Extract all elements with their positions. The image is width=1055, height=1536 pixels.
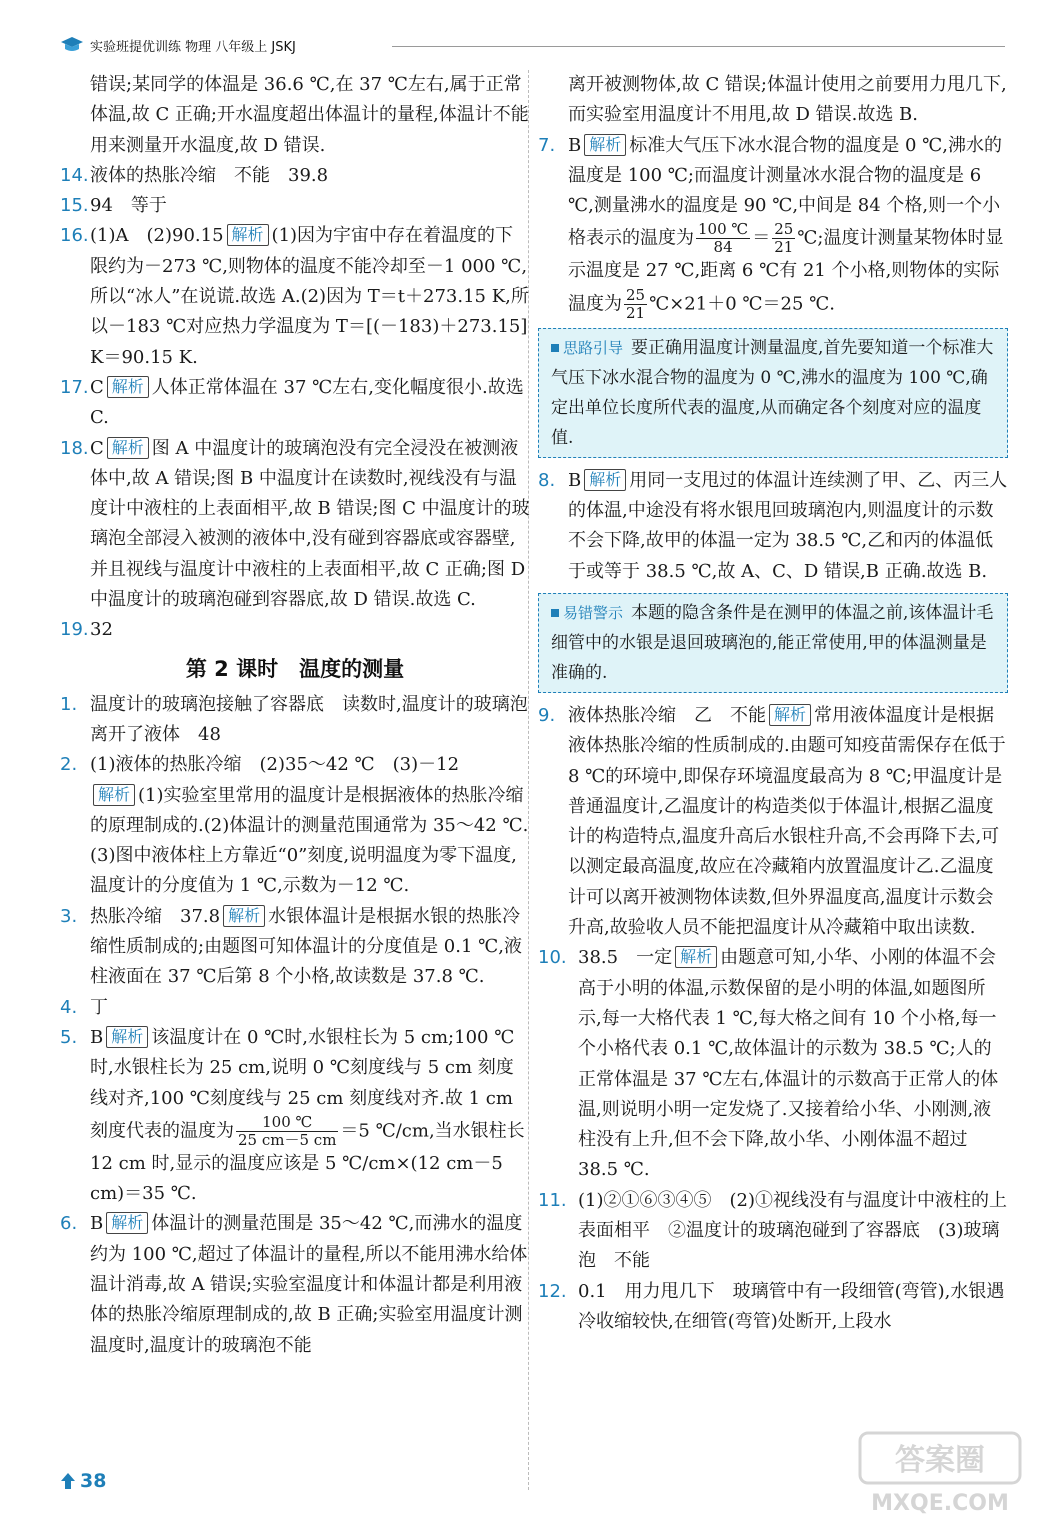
analysis-text: 人体正常体温在 37 ℃左右,变化幅度很小.故选 C. [90, 376, 524, 429]
item-number: 16. [60, 225, 89, 247]
answer-text: (1)液体的热胀冷缩 (2)35～42 ℃ (3)－12 [90, 754, 460, 776]
answer-5 [60, 1023, 530, 1209]
item-number: 4. [60, 996, 78, 1018]
answer-16 [60, 221, 530, 372]
answer-11 [538, 1186, 1008, 1277]
answer-9 [538, 701, 1008, 943]
item-number: 3. [60, 905, 78, 927]
answer-19 [60, 615, 530, 645]
analysis-tag: 解析 [107, 437, 149, 459]
answer-text: (1)A (2)90.15 [90, 225, 224, 247]
item-number: 8. [538, 469, 556, 491]
answer-8 [538, 466, 1008, 587]
answer-15 [60, 191, 530, 221]
watermark-logo [855, 1428, 1025, 1518]
answer-text: B [90, 1026, 104, 1048]
analysis-tag: 解析 [584, 134, 626, 156]
answer-6 [60, 1209, 530, 1360]
item-number: 5. [60, 1026, 78, 1048]
square-bullet-icon [551, 344, 559, 352]
analysis-tag: 解析 [584, 469, 626, 491]
answer-text: 丁 [90, 996, 108, 1018]
analysis-text: 常用液体温度计是根据液体热胀冷缩的性质制成的.由题可知疫苗需保存在低于 8 ℃的环境中,即保存环境温度最高为 8 ℃;甲温度计是普通温度计,乙温度计的构造类似于体温计,根据乙温度计的构造特点,温度升高后水银柱升高,不会再降下去,可以测定最高温度,故应在冷藏箱内放置温度计乙.乙温度计可以离开被测物体读数,但外界温度高,温度计示数会升高,故验收人员不能把温度计从冷藏箱中取出读数. [568, 704, 1006, 939]
item-number: 2. [60, 754, 78, 776]
answer-text: B [568, 469, 582, 491]
analysis-tag: 解析 [106, 1212, 148, 1234]
analysis-text: 水银体温计是根据水银的热胀冷缩性质制成的;由题图可知体温计的分度值是 0.1 ℃,液柱液面在 37 ℃后第 8 个小格,故读数是 37.8 ℃. [90, 905, 522, 988]
page-header [60, 34, 1005, 58]
answer-4 [60, 993, 530, 1023]
answer-text: 液体热胀冷缩 乙 不能 [568, 704, 766, 726]
answer-18 [60, 434, 530, 616]
analysis-text: (1)实验室里常用的温度计是根据液体的热胀冷缩的原理制成的.(2)体温计的测量范围通常为 35～42 ℃.(3)图中液体柱上方靠近“0”刻度,说明温度为零下温度,温度计的分度值为 1 ℃,示数为－12 ℃. [90, 784, 529, 897]
answer-text: 热胀冷缩 37.8 [90, 905, 221, 927]
svg-text:MXQE.COM: MXQE.COM [871, 1491, 1009, 1516]
thinking-guide-note [538, 328, 1008, 458]
analysis-text-end: ℃×21＋0 ℃＝25 ℃. [649, 293, 836, 315]
analysis-text: 图 A 中温度计的玻璃泡没有完全浸没在被测液体中,故 A 错误;图 B 中温度计在读数时,视线没有与温度计中液柱的上表面相平,故 B 错误;图 C 中温度计的玻璃泡全部浸入被测的液体中,没有碰到容器底或容器壁,并且视线与温度计中液柱的上表面相平,故 C 正确;图 D 中温度计的玻璃泡碰到容器底,故 D 错误.故选 C. [90, 437, 530, 611]
up-arrow-icon [60, 1472, 76, 1490]
answer-3 [60, 902, 530, 993]
answer-1 [60, 690, 530, 751]
answer-text: 液体的热胀冷缩 不能 39.8 [90, 164, 329, 186]
header-rule [392, 46, 1005, 47]
graduation-cap-icon [60, 36, 84, 54]
answer-7: 7. B 解析 标准大气压下冰水混合物的温度是 0 ℃,沸水的温度是 100 ℃;而温度计测量冰水混合物的温度是 6 ℃,测量沸水的温度是 90 ℃,中间是 84 个格,则一个小格表示的温度为 $\frac{100 ℃}{84}$ ＝ $\frac{25}{21}$ ℃;温度计测量某物体时显示温度是 27 ℃,距离 6 ℃有 21 个小格,则物体的实际温度为 $\frac{25}{21}$ ℃×21＋0 ℃＝25 ℃. [538, 131, 1008, 322]
square-bullet-icon [551, 609, 559, 617]
answer-text: 温度计的玻璃泡接触了容器底 读数时,温度计的玻璃泡离开了液体 48 [90, 693, 528, 745]
analysis-text: 标准大气压下冰水混合物的温度是 0 ℃,沸水的温度是 100 ℃;而温度计测量冰水混合物的温度是 6 ℃,测量沸水的温度是 90 ℃,中间是 84 个格,则一个小格表示的温度为 [568, 134, 1003, 249]
analysis-tag: 解析 [227, 224, 269, 246]
item-number: 6. [60, 1213, 78, 1235]
right-column [538, 70, 1008, 1337]
answer-text: 94 等于 [90, 195, 167, 217]
item-number: 10. [538, 947, 567, 969]
answer-6-cont: 离开被测物体,故 C 错误;体温计使用之前要用力甩几下,而实验室用温度计不用甩,故 D 错误.故选 B. [568, 74, 1007, 126]
section-title: 第 2 课时 温度的测量 [185, 656, 405, 681]
item-number: 11. [538, 1189, 567, 1211]
analysis-text: 该温度计在 0 ℃时,水银柱长为 5 cm;100 ℃时,水银柱长为 25 cm,说明 0 ℃刻度线与 5 cm 刻度线对齐,100 ℃刻度线与 25 cm 刻度线对齐.故 1 cm 刻度代表的温度为 [90, 1026, 515, 1142]
analysis-tag: 解析 [106, 1026, 148, 1048]
analysis-tag: 解析 [769, 704, 811, 726]
answer-13-cont: 错误;某同学的体温是 36.6 ℃,在 37 ℃左右,属于正常体温,故 C 正确;开水温度超出体温计的量程,体温计不能用来测量开水温度,故 D 错误. [90, 74, 529, 156]
answer-2 [60, 750, 530, 901]
header-title: 实验班提优训练 物理 八年级上 JSKJ [90, 40, 296, 55]
analysis-text: (1)因为宇宙中存在着温度的下限约为－273 ℃,则物体的温度不能冷却至－1 000 ℃,所以“冰人”在说谎.故选 A.(2)因为 T＝t＋273.15 K,所以－183 ℃对应热力学温度为 T＝[(－183)＋273.15] K＝90.15 K. [90, 225, 529, 368]
fraction: $\frac{25}{21}$ [626, 285, 646, 322]
note-text: 本题的隐含条件是在测甲的体温之前,该体温计毛细管中的水银是退回玻璃泡的,能正常使用,甲的体温测量是准确的. [551, 602, 994, 683]
item-number: 15. [60, 195, 89, 217]
item-number: 1. [60, 693, 78, 715]
answer-text: 0.1 用力甩几下 玻璃管中有一段细管(弯管),水银遇冷收缩较快,在细管(弯管)处断开,上段水 [578, 1280, 1005, 1332]
item-number: 7. [538, 134, 556, 156]
svg-text:答案圈: 答案圈 [895, 1443, 985, 1478]
analysis-tag: 解析 [93, 784, 135, 806]
item-number: 19. [60, 619, 89, 641]
analysis-text: 用同一支甩过的体温计连续测了甲、乙、丙三人的体温,中途没有将水银甩回玻璃泡内,则温度计的示数不会下降,故甲的体温一定为 38.5 ℃,乙和丙的体温低于或等于 38.5 ℃,故 A、C、D 错误,B 正确.故选 B. [568, 469, 1008, 582]
item-number: 17. [60, 376, 89, 398]
left-column [60, 70, 530, 1361]
item-number: 18. [60, 437, 89, 459]
answer-10 [538, 943, 1008, 1185]
answer-text: B [568, 134, 582, 156]
analysis-tag: 解析 [223, 905, 265, 927]
item-number: 14. [60, 164, 89, 186]
item-number: 12. [538, 1280, 567, 1302]
answer-14 [60, 161, 530, 191]
analysis-text-cont: ＝5 ℃/cm,当水银柱长 12 cm 时,显示的温度应该是 5 ℃/cm×(12 cm－5 cm)＝35 ℃. [90, 1120, 525, 1205]
fraction: $\frac{100 ℃}{84}$ [698, 220, 749, 257]
answer-text: 32 [90, 619, 113, 641]
page-number-text: 38 [80, 1470, 107, 1492]
answer-text: C [90, 376, 104, 398]
note-label: 易错警示 [551, 598, 623, 628]
analysis-text-cont: ℃;温度计测量某物体时显示温度是 27 ℃,距离 6 ℃有 21 个小格,则物体的实际温度为 [568, 227, 1004, 315]
answer-text: 38.5 一定 [578, 947, 673, 969]
analysis-text: 由题意可知,小华、小刚的体温不会高于小明的体温,示数保留的是小明的体温,如题图所示,每一大格代表 1 ℃,每大格之间有 10 个小格,每一个小格代表 0.1 ℃,故体温计的示数为 38.5 ℃;人的正常体温是 37 ℃左右,体温计的示数高于正常人的体温,则说明小明一定发烧了.又接着给小华、小刚测,液柱没有上升,但不会下降,故小华、小刚体温不超过 38.5 ℃. [578, 947, 999, 1181]
note-text: 要正确用温度计测量温度,首先要知道一个标准大气压下冰水混合物的温度为 0 ℃,沸水的温度为 100 ℃,确定出单位长度所代表的温度,从而确定各个刻度对应的温度值. [551, 337, 994, 448]
answer-text: C [90, 437, 104, 459]
analysis-text: 体温计的测量范围是 35～42 ℃,而沸水的温度约为 100 ℃,超过了体温计的量程,所以不能用沸水给体温计消毒,故 A 错误;实验室温度计和体温计都是利用液体的热胀冷缩原理制成的,故 B 正确;实验室用温度计测温度时,温度计的玻璃泡不能 [90, 1213, 528, 1356]
answer-12 [538, 1277, 1008, 1338]
item-number: 9. [538, 704, 556, 726]
fraction: $\frac{25}{21}$ [774, 220, 794, 257]
fraction: $\frac{100 ℃}{25 cm-5 cm}$ [238, 1112, 337, 1149]
analysis-tag: 解析 [675, 946, 717, 968]
answer-17 [60, 373, 530, 434]
analysis-tag: 解析 [107, 376, 149, 398]
answer-text: B [90, 1213, 104, 1235]
note-label: 思路引导 [551, 333, 623, 363]
answer-text: (1)②①⑥③④⑤ (2)①视线没有与温度计中液柱的上表面相平 ②温度计的玻璃泡碰到了容器底 (3)玻璃泡 不能 [578, 1189, 1007, 1272]
error-warning-note [538, 593, 1008, 693]
